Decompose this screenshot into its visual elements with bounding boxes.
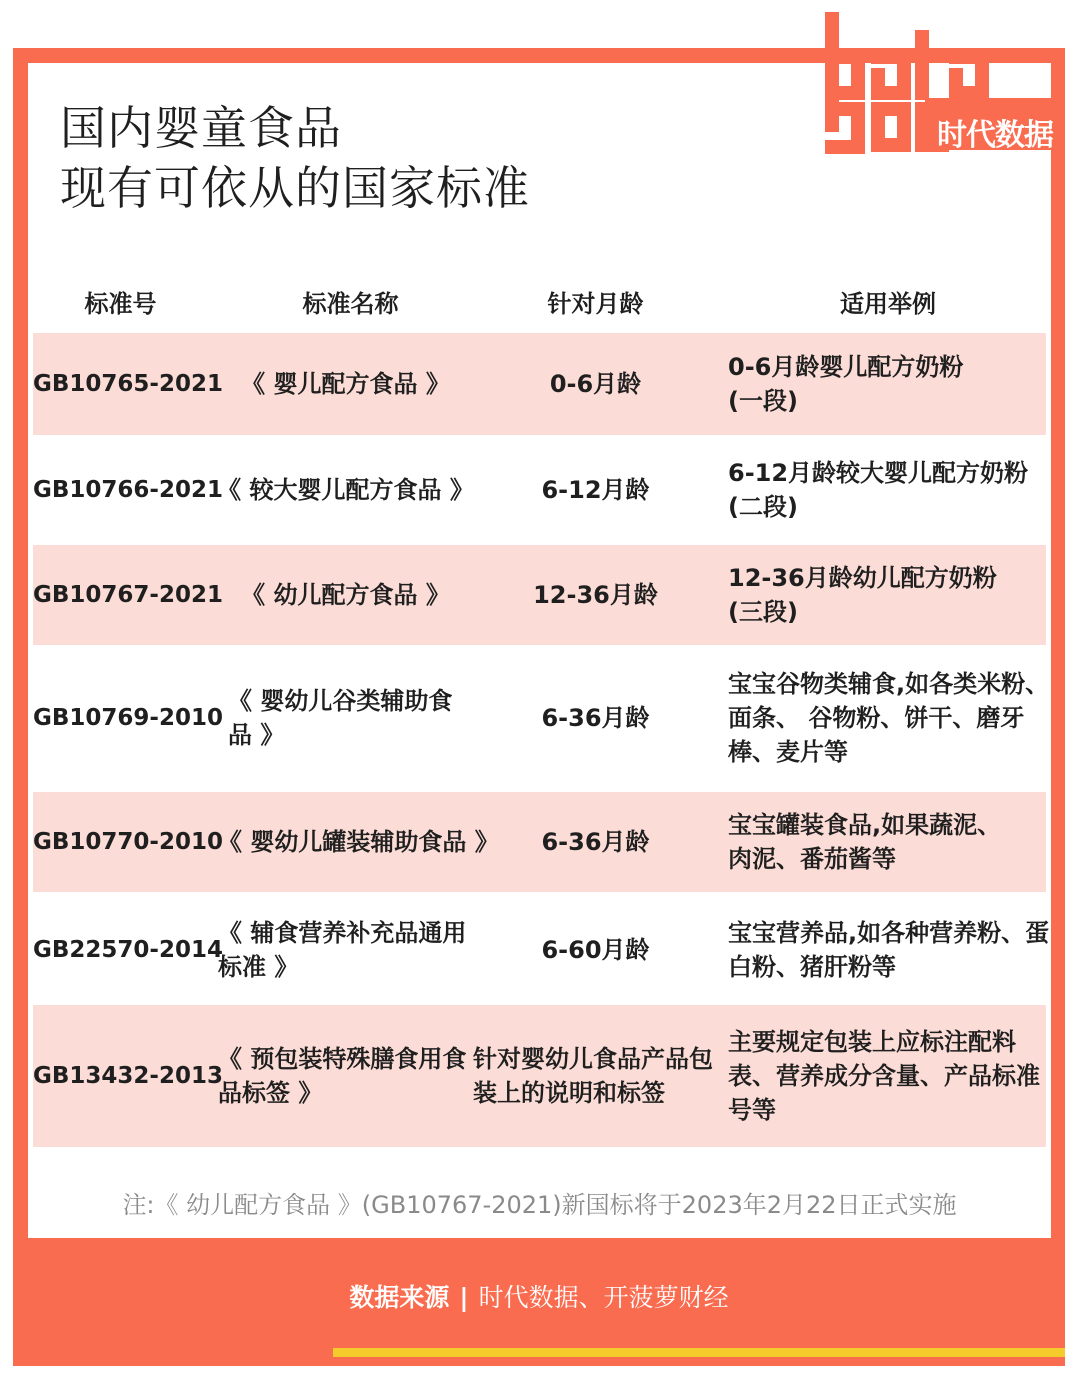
table-row — [33, 438, 1046, 542]
cell-name: 《 辅食营养补充品通用标准 》 — [218, 919, 467, 981]
cell-code: GB10769-2010 — [33, 705, 223, 731]
cell-name: 《 较大婴儿配方食品 》 — [217, 476, 474, 504]
title-line-2: 现有可依从的国家标准 — [60, 161, 530, 215]
cell-example: 0-6月龄婴儿配方奶粉 (一段) — [728, 353, 964, 415]
cell-name: 《 婴儿配方食品 》 — [241, 370, 450, 398]
table-row — [33, 898, 1050, 1002]
title-line-1: 国内婴童食品 — [60, 101, 342, 155]
cell-example: 6-12月龄较大婴儿配方奶粉 (二段) — [728, 459, 1029, 521]
data-source — [13, 1278, 1065, 1314]
cell-code: GB10770-2010 — [33, 829, 223, 855]
table-row — [33, 545, 1046, 645]
cell-example: 宝宝营养品,如各种营养粉、蛋白粉、猪肝粉等 — [728, 919, 1050, 981]
cell-example: 12-36月龄幼儿配方奶粉 (三段) — [728, 564, 997, 626]
datagoo-logo — [815, 10, 1065, 170]
header-code: 标准号 — [84, 290, 157, 318]
cell-age: 6-36月龄 — [541, 828, 650, 856]
cell-code: GB10766-2021 — [33, 477, 223, 503]
bottom-strip — [13, 1357, 1065, 1366]
source-separator: | — [459, 1283, 469, 1312]
cell-name: 《 幼儿配方食品 》 — [241, 581, 450, 609]
page-title — [60, 98, 530, 218]
cell-example: 宝宝谷物类辅食,如各类米粉、面条、 谷物粉、饼干、磨牙棒、麦片等 — [728, 670, 1050, 766]
cell-example: 主要规定包装上应标注配料表、营养成分含量、产品标准号等 — [728, 1028, 1040, 1124]
cell-code: GB22570-2014 — [33, 937, 223, 963]
header-name: 标准名称 — [302, 290, 399, 318]
source-value: 时代数据、开菠萝财经 — [478, 1283, 729, 1312]
cell-age: 0-6月龄 — [549, 370, 642, 398]
cell-example: 宝宝罐装食品,如果蔬泥、 肉泥、番茄酱等 — [728, 811, 1002, 873]
table-row — [33, 333, 1046, 435]
cell-age: 6-60月龄 — [541, 936, 650, 964]
cell-code: GB10767-2021 — [33, 582, 223, 608]
cell-name: 《 婴幼儿谷类辅助食品 》 — [228, 687, 453, 749]
logo-text: 时代数据 — [937, 118, 1053, 153]
table-row — [33, 648, 1050, 788]
cell-age: 6-36月龄 — [541, 704, 650, 732]
source-label: 数据来源 — [349, 1283, 450, 1312]
footnote: 注:《 幼儿配方食品 》(GB10767-2021)新国标将于2023年2月22日正式实施 — [122, 1191, 957, 1219]
cell-age: 针对婴幼儿食品产品包装上的说明和标签 — [473, 1045, 713, 1107]
table-header — [33, 278, 1046, 330]
table-row — [33, 792, 1046, 892]
cell-age: 6-12月龄 — [541, 476, 650, 504]
cell-name: 《 婴幼儿罐装辅助食品 》 — [218, 828, 499, 856]
header-age: 针对月龄 — [547, 290, 644, 318]
cell-code: GB10765-2021 — [33, 371, 223, 397]
table-row — [33, 1005, 1046, 1147]
header-example: 适用举例 — [840, 290, 936, 318]
cell-name: 《 预包装特殊膳食用食品标签 》 — [218, 1045, 467, 1107]
cell-code: GB13432-2013 — [33, 1063, 223, 1089]
cell-age: 12-36月龄 — [533, 581, 658, 609]
